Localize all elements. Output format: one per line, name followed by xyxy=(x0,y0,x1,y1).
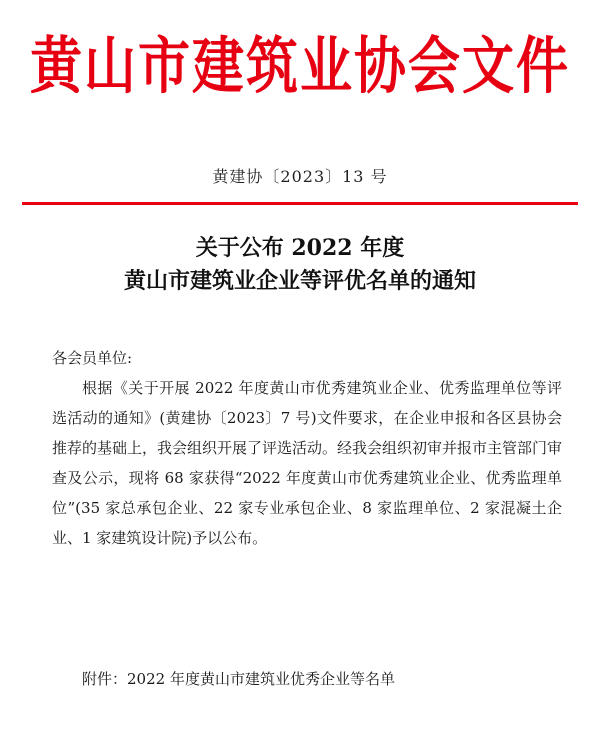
notice-body xyxy=(52,343,562,553)
red-divider-line xyxy=(22,202,578,205)
document-number: 黄建协〔2023〕13 号 xyxy=(212,167,388,186)
document-header-title: 黄山市建筑业协会文件 xyxy=(29,31,570,103)
body-paragraph: 根据《关于开展 2022 年度黄山市优秀建筑业企业、优秀监理单位等评选活动的通知》(黄建协〔2023〕7 号)文件要求，在企业申报和各区县协会推荐的基础上，我会组织开展了评选活动。经我会组织初审并报市主管部门审查及公示，现将 68 家获得“2022 年度黄山市优秀建筑业企业、优秀监理单位”(35 家总承包企业、22 家专业承包企业、8 家监理单位、2 家混凝土企业、1 家建筑设计院)予以公布。 xyxy=(52,379,563,547)
notice-title-line-1: 关于公布 2022 年度 xyxy=(195,235,405,261)
attachment-note: 附件：2022 年度黄山市建筑业优秀企业等名单 xyxy=(82,670,395,688)
salutation: 各会员单位: xyxy=(52,349,133,367)
notice-title-line-2: 黄山市建筑业企业等评优名单的通知 xyxy=(123,268,476,294)
notice-title xyxy=(0,232,600,298)
